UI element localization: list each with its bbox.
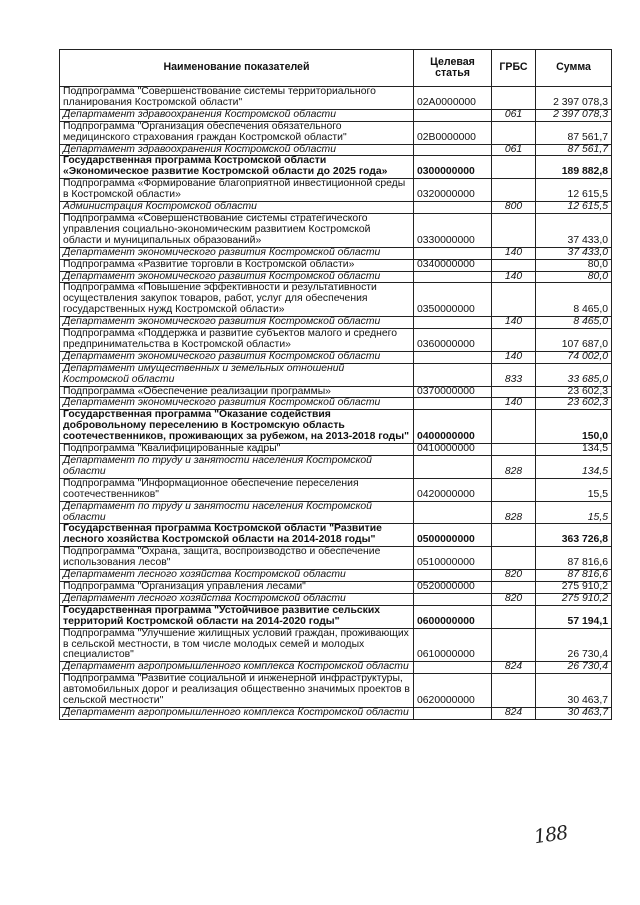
- table-row: [60, 524, 612, 547]
- cell-sum: 2 397 078,3: [536, 109, 612, 121]
- header-sum: Сумма: [536, 50, 612, 87]
- cell-sum: 57 194,1: [536, 605, 612, 628]
- header-code: Целевая статья: [414, 50, 492, 87]
- table-row: [60, 662, 612, 674]
- table-row: [60, 628, 612, 662]
- cell-code: [414, 707, 492, 719]
- cell-sum: 134,5: [536, 456, 612, 479]
- cell-grbs: [492, 410, 536, 444]
- cell-name: Государственная программа "Оказание содействия добровольному переселению в Костромскую область соотечественников, проживающих за рубежом, на 2013-2018 годы": [60, 410, 414, 444]
- cell-name: Государственная программа "Устойчивое развитие сельских территорий Костромской области на 2014-2020 годы": [60, 605, 414, 628]
- cell-code: [414, 247, 492, 259]
- cell-code: 0360000000: [414, 329, 492, 352]
- page-number: 188: [532, 821, 569, 849]
- cell-code: 0500000000: [414, 524, 492, 547]
- cell-code: 0410000000: [414, 444, 492, 456]
- cell-grbs: [492, 259, 536, 271]
- cell-code: [414, 202, 492, 214]
- table-row: [60, 547, 612, 570]
- cell-name: Департамент экономического развития Костромской области: [60, 398, 414, 410]
- cell-grbs: 833: [492, 363, 536, 386]
- cell-grbs: 061: [492, 144, 536, 156]
- cell-grbs: [492, 628, 536, 662]
- cell-sum: 134,5: [536, 444, 612, 456]
- cell-code: 0320000000: [414, 179, 492, 202]
- cell-grbs: 061: [492, 109, 536, 121]
- table-row: [60, 456, 612, 479]
- cell-name: Департамент лесного хозяйства Костромской области: [60, 570, 414, 582]
- cell-name: Департамент экономического развития Костромской области: [60, 271, 414, 283]
- cell-grbs: [492, 581, 536, 593]
- cell-sum: 87 816,6: [536, 570, 612, 582]
- cell-grbs: [492, 179, 536, 202]
- cell-sum: 87 561,7: [536, 144, 612, 156]
- cell-code: [414, 271, 492, 283]
- table-row: [60, 570, 612, 582]
- cell-sum: 8 465,0: [536, 283, 612, 317]
- cell-grbs: 800: [492, 202, 536, 214]
- cell-grbs: 820: [492, 570, 536, 582]
- cell-name: Департамент экономического развития Костромской области: [60, 351, 414, 363]
- header-name: Наименование показателей: [60, 50, 414, 87]
- cell-sum: 15,5: [536, 478, 612, 501]
- cell-name: Подпрограмма "Охрана, защита, воспроизводство и обеспечение использования лесов": [60, 547, 414, 570]
- cell-sum: 80,0: [536, 271, 612, 283]
- cell-sum: 26 730,4: [536, 662, 612, 674]
- cell-grbs: [492, 121, 536, 144]
- table-row: [60, 317, 612, 329]
- cell-sum: 87 816,6: [536, 547, 612, 570]
- table-row: [60, 410, 612, 444]
- cell-code: 0610000000: [414, 628, 492, 662]
- table-body: [60, 87, 612, 720]
- cell-sum: 37 433,0: [536, 213, 612, 247]
- cell-sum: 30 463,7: [536, 707, 612, 719]
- cell-code: 0520000000: [414, 581, 492, 593]
- cell-name: Департамент агропромышленного комплекса Костромской области: [60, 707, 414, 719]
- table-row: [60, 329, 612, 352]
- cell-grbs: [492, 87, 536, 110]
- cell-name: Государственная программа Костромской области «Экономическое развитие Костромской области до 2025 года»: [60, 156, 414, 179]
- cell-name: Подпрограмма «Поддержка и развитие субъектов малого и среднего предпринимательства в Костромской области»: [60, 329, 414, 352]
- table-row: [60, 478, 612, 501]
- cell-code: [414, 398, 492, 410]
- cell-sum: 23 602,3: [536, 386, 612, 398]
- cell-sum: 87 561,7: [536, 121, 612, 144]
- cell-grbs: [492, 329, 536, 352]
- cell-code: 0510000000: [414, 547, 492, 570]
- cell-grbs: 820: [492, 593, 536, 605]
- table-row: [60, 605, 612, 628]
- cell-grbs: [492, 213, 536, 247]
- cell-grbs: [492, 386, 536, 398]
- cell-name: Администрация Костромской области: [60, 202, 414, 214]
- cell-code: 02В0000000: [414, 121, 492, 144]
- cell-sum: 37 433,0: [536, 247, 612, 259]
- cell-code: 0620000000: [414, 674, 492, 708]
- table-row: [60, 259, 612, 271]
- cell-name: Департамент лесного хозяйства Костромской области: [60, 593, 414, 605]
- cell-grbs: [492, 605, 536, 628]
- cell-name: Департамент имущественных и земельных отношений Костромской области: [60, 363, 414, 386]
- cell-code: [414, 144, 492, 156]
- cell-sum: 26 730,4: [536, 628, 612, 662]
- table-row: [60, 363, 612, 386]
- cell-code: [414, 570, 492, 582]
- table-row: [60, 707, 612, 719]
- cell-code: 0350000000: [414, 283, 492, 317]
- cell-name: Департамент по труду и занятости населения Костромской области: [60, 501, 414, 524]
- cell-name: Подпрограмма "Информационное обеспечение переселения соотечественников": [60, 478, 414, 501]
- cell-grbs: [492, 674, 536, 708]
- cell-name: Подпрограмма "Улучшение жилищных условий граждан, проживающих в сельской местности, в том числе молодых семей и молодых специалистов": [60, 628, 414, 662]
- cell-name: Департамент здравоохранения Костромской области: [60, 144, 414, 156]
- cell-grbs: 828: [492, 456, 536, 479]
- cell-sum: 33 685,0: [536, 363, 612, 386]
- cell-name: Подпрограмма "Организация обеспечения обязательного медицинского страхования граждан Костромской области": [60, 121, 414, 144]
- cell-code: [414, 501, 492, 524]
- cell-grbs: 140: [492, 317, 536, 329]
- table-row: [60, 121, 612, 144]
- cell-grbs: 824: [492, 707, 536, 719]
- cell-name: Подпрограмма "Квалифицированные кадры": [60, 444, 414, 456]
- cell-grbs: [492, 547, 536, 570]
- cell-grbs: [492, 524, 536, 547]
- cell-name: Подпрограмма "Совершенствование системы территориального планирования Костромской области": [60, 87, 414, 110]
- cell-name: Департамент по труду и занятости населения Костромской области: [60, 456, 414, 479]
- table-header-row: [60, 50, 612, 87]
- cell-name: Департамент экономического развития Костромской области: [60, 317, 414, 329]
- table-row: [60, 87, 612, 110]
- cell-sum: 15,5: [536, 501, 612, 524]
- table-row: [60, 398, 612, 410]
- cell-name: Департамент агропромышленного комплекса Костромской области: [60, 662, 414, 674]
- cell-code: [414, 363, 492, 386]
- table-row: [60, 674, 612, 708]
- table-row: [60, 213, 612, 247]
- table-row: [60, 109, 612, 121]
- cell-code: 0330000000: [414, 213, 492, 247]
- cell-grbs: [492, 478, 536, 501]
- table-row: [60, 581, 612, 593]
- cell-code: 0370000000: [414, 386, 492, 398]
- cell-name: Подпрограмма "Организация управления лесами": [60, 581, 414, 593]
- cell-grbs: 824: [492, 662, 536, 674]
- cell-sum: 107 687,0: [536, 329, 612, 352]
- cell-grbs: 140: [492, 271, 536, 283]
- cell-sum: 80,0: [536, 259, 612, 271]
- cell-grbs: [492, 156, 536, 179]
- cell-sum: 8 465,0: [536, 317, 612, 329]
- cell-code: [414, 317, 492, 329]
- cell-name: Подпрограмма «Повышение эффективности и результативности осуществления закупок товаров, работ, услуг для обеспечения государственных нужд Костромской области»: [60, 283, 414, 317]
- cell-sum: 12 615,5: [536, 202, 612, 214]
- cell-name: Подпрограмма «Совершенствование системы стратегического управления социально-экономическим развитием Костромской области и муниципальных образований»: [60, 213, 414, 247]
- cell-grbs: [492, 283, 536, 317]
- cell-grbs: 140: [492, 247, 536, 259]
- cell-code: 02А0000000: [414, 87, 492, 110]
- cell-sum: 23 602,3: [536, 398, 612, 410]
- table-row: [60, 247, 612, 259]
- cell-sum: 275 910,2: [536, 581, 612, 593]
- table-row: [60, 593, 612, 605]
- cell-code: 0400000000: [414, 410, 492, 444]
- cell-code: [414, 662, 492, 674]
- cell-name: Подпрограмма «Обеспечение реализации программы»: [60, 386, 414, 398]
- table-row: [60, 444, 612, 456]
- cell-sum: 2 397 078,3: [536, 87, 612, 110]
- header-grbs: ГРБС: [492, 50, 536, 87]
- cell-grbs: 828: [492, 501, 536, 524]
- cell-name: Департамент здравоохранения Костромской области: [60, 109, 414, 121]
- cell-name: Государственная программа Костромской области "Развитие лесного хозяйства Костромской области на 2014-2018 годы": [60, 524, 414, 547]
- cell-sum: 275 910,2: [536, 593, 612, 605]
- budget-table: [59, 49, 612, 720]
- cell-name: Департамент экономического развития Костромской области: [60, 247, 414, 259]
- cell-code: [414, 351, 492, 363]
- cell-sum: 30 463,7: [536, 674, 612, 708]
- cell-name: Подпрограмма "Развитие социальной и инженерной инфраструктуры, автомобильных дорог и реализация общественно значимых проектов в сельской местности": [60, 674, 414, 708]
- table-row: [60, 351, 612, 363]
- table-row: [60, 501, 612, 524]
- cell-code: 0420000000: [414, 478, 492, 501]
- cell-code: [414, 109, 492, 121]
- cell-sum: 150,0: [536, 410, 612, 444]
- cell-code: 0340000000: [414, 259, 492, 271]
- cell-code: 0300000000: [414, 156, 492, 179]
- table-row: [60, 202, 612, 214]
- cell-grbs: 140: [492, 351, 536, 363]
- cell-sum: 363 726,8: [536, 524, 612, 547]
- cell-name: Подпрограмма «Формирование благоприятной инвестиционной среды в Костромской области»: [60, 179, 414, 202]
- cell-code: [414, 593, 492, 605]
- table-row: [60, 156, 612, 179]
- cell-grbs: [492, 444, 536, 456]
- cell-name: Подпрограмма «Развитие торговли в Костромской области»: [60, 259, 414, 271]
- cell-sum: 74 002,0: [536, 351, 612, 363]
- cell-code: [414, 456, 492, 479]
- cell-grbs: 140: [492, 398, 536, 410]
- table-row: [60, 283, 612, 317]
- cell-sum: 12 615,5: [536, 179, 612, 202]
- cell-sum: 189 882,8: [536, 156, 612, 179]
- table-row: [60, 179, 612, 202]
- cell-code: 0600000000: [414, 605, 492, 628]
